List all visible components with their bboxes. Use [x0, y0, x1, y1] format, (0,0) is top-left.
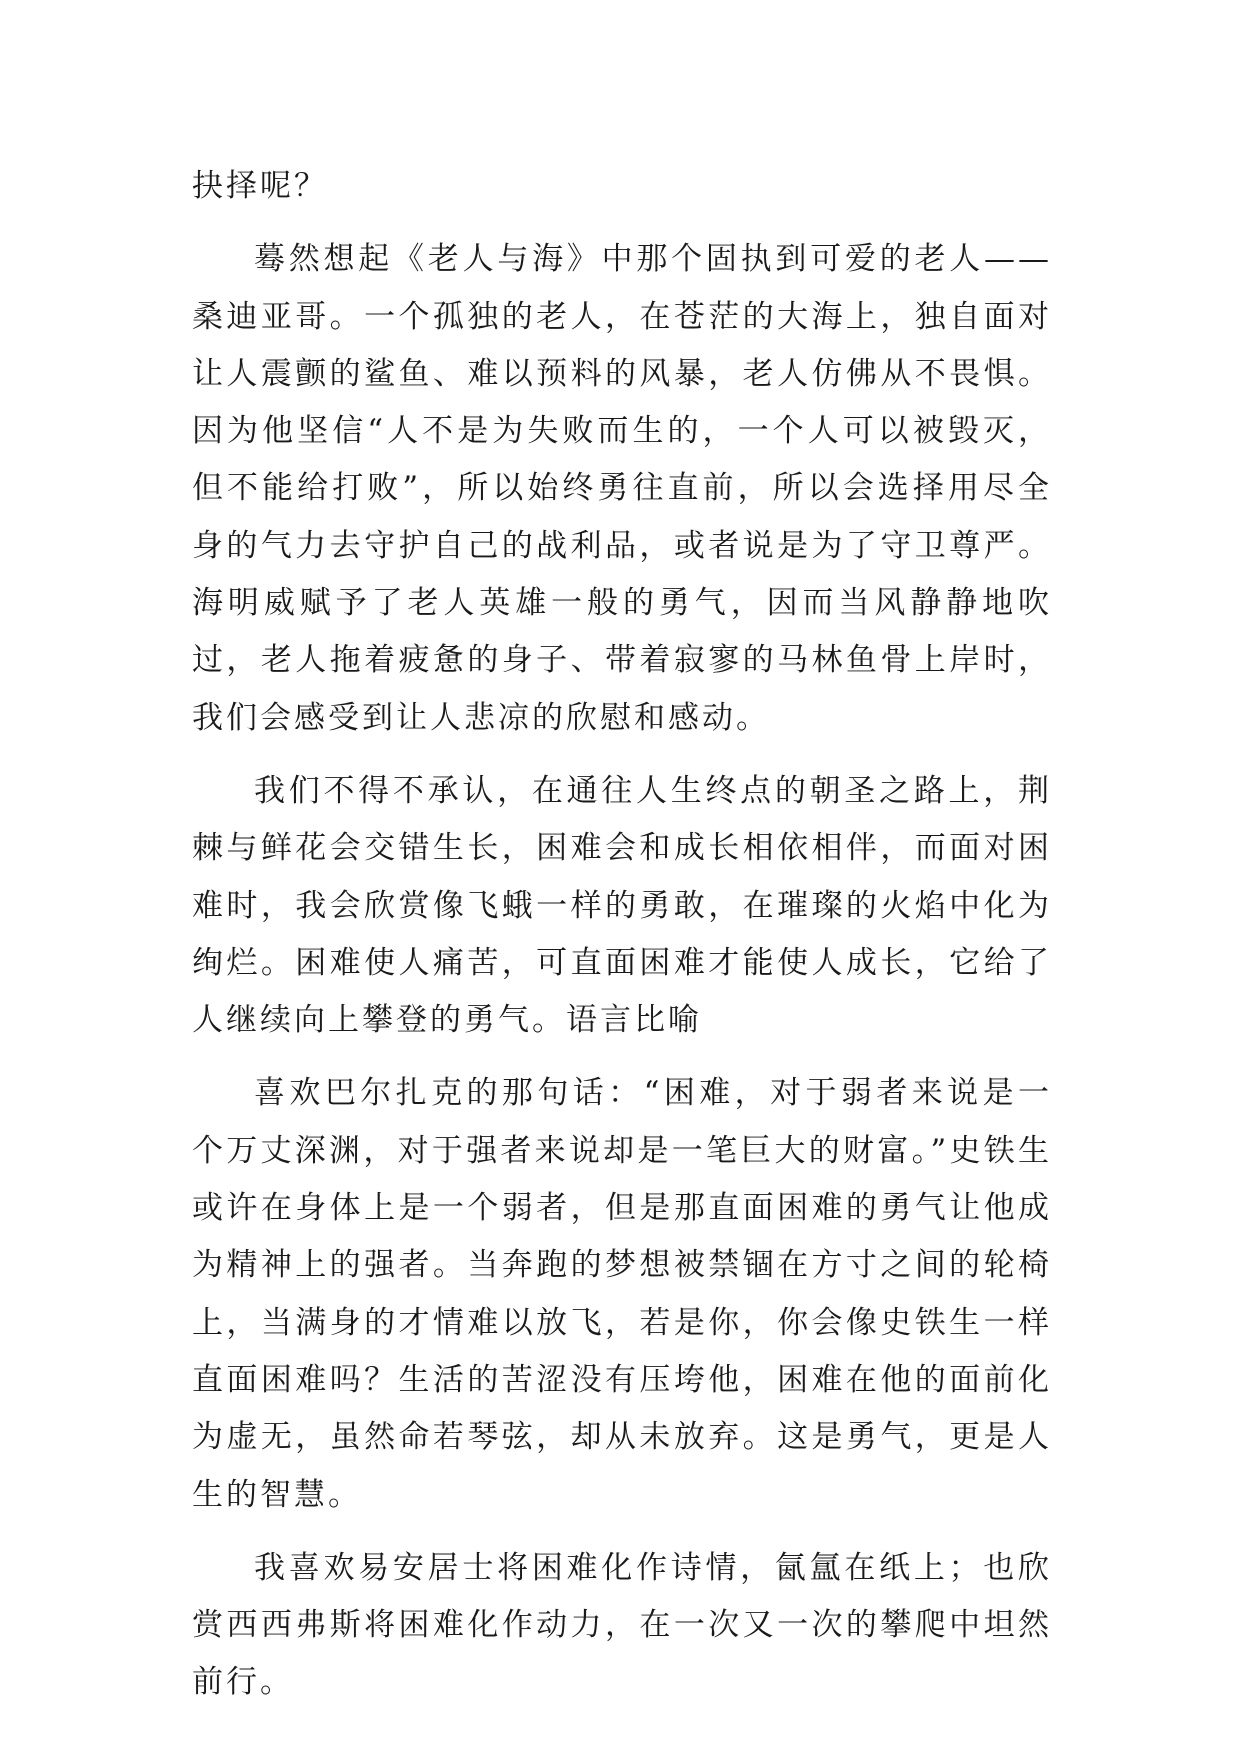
- paragraph-balzac-quote: 喜欢巴尔扎克的那句话：“困难，对于弱者来说是一个万丈深渊，对于强者来说却是一笔巨大的财富。”史铁生或许在身体上是一个弱者，但是那直面困难的勇气让他成为精神上的强者。当奔跑的梦想被禁锢在方寸之间的轮椅上，当满身的才情难以放飞，若是你，你会像史铁生一样直面困难吗？生活的苦涩没有压垮他，困难在他的面前化为虚无，虽然命若琴弦，却从未放弃。这是勇气，更是人生的智慧。: [192, 1075, 1052, 1513]
- paragraph-pilgrimage: 我们不得不承认，在通往人生终点的朝圣之路上，荆棘与鲜花会交错生长，困难会和成长相依相伴，而面对困难时，我会欣赏像飞蛾一样的勇敢，在璀璨的火焰中化为绚烂。困难使人痛苦，可直面困难才能使人成长，它给了人继续向上攀登的勇气。语言比喻: [192, 772, 1052, 1039]
- document-body: [192, 158, 1052, 1728]
- paragraph-old-man-and-sea: 蓦然想起《老人与海》中那个固执到可爱的老人——桑迪亚哥。一个孤独的老人，在苍茫的大海上，独自面对让人震颤的鲨鱼、难以预料的风暴，老人仿佛从不畏惧。因为他坚信“人不是为失败而生的，一个人可以被毁灭，但不能给打败”，所以始终勇往直前，所以会选择用尽全身的气力去守护自己的战利品，或者说是为了守卫尊严。海明威赋予了老人英雄一般的勇气，因而当风静静地吹过，老人拖着疲惫的身子、带着寂寥的马林鱼骨上岸时，我们会感受到让人悲凉的欣慰和感动。: [192, 241, 1052, 736]
- paragraph-yian-sisyphus: 我喜欢易安居士将困难化作诗情，氤氲在纸上；也欣赏西西弗斯将困难化作动力，在一次又一次的攀爬中坦然前行。: [192, 1549, 1052, 1701]
- paragraph-continuation: 抉择呢？: [192, 168, 328, 204]
